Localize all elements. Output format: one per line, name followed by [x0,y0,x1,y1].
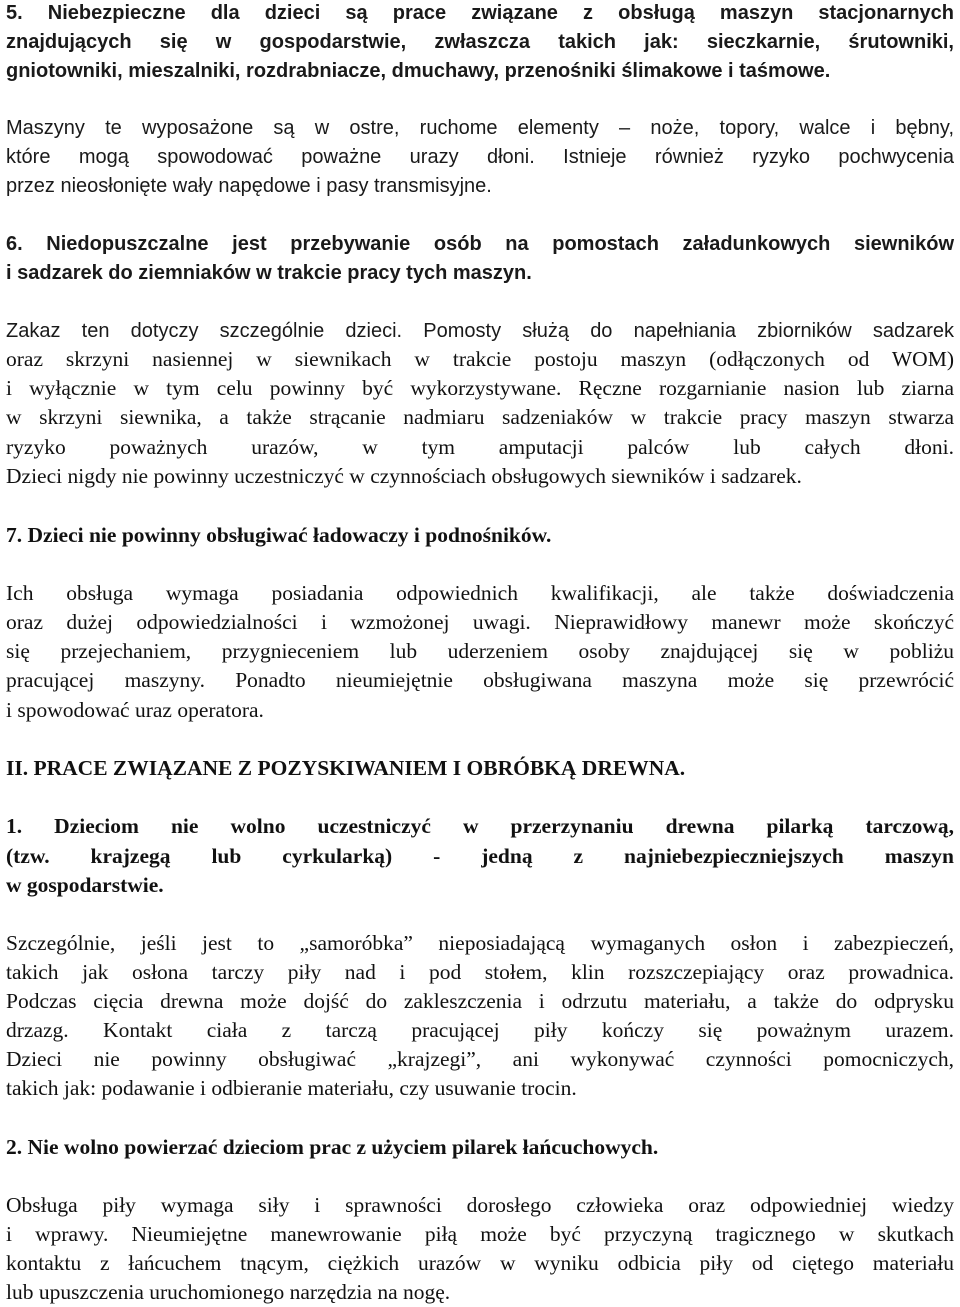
para5-heading-line-1: 5. Niebezpieczne dla dzieci są prace związane z obsługą maszyn stacjonarnych [6,2,954,24]
para7-body-line-1: Ich obsługa wymaga posiadania odpowiednich kwalifikacji, ale także doświadczenia [6,581,954,605]
ii1-body-line-5: Dzieci nie powinny obsługiwać „krajzegi”, ani wykonywać czynności pomocniczych, [6,1047,954,1071]
section-ii-heading: II. PRACE ZWIĄZANE Z POZYSKIWANIEM I OBRÓBKĄ DREWNA. [6,756,686,780]
ii1-body-line-3: Podczas cięcia drewna może dojść do zakleszczenia i odrzutu materiału, a także do odprysku [6,989,954,1013]
ii2-body-line-3: kontaktu z łańcuchem tnącym, ciężkich urazów w wyniku odbicia piły od ciętego materiału [6,1251,954,1275]
para5-heading-line-3: gniotowniki, mieszalniki, rozdrabniacze, dmuchawy, przenośniki ślimakowe i taśmowe. [6,60,831,82]
ii1-body-line-6: takich jak: podawanie i odbieranie materiału, czy usuwanie trocin. [6,1076,577,1100]
para7-body-line-3: się przejechaniem, przygnieceniem lub uderzeniem osoby znajdującej się w pobliżu [6,639,954,663]
ii1-body-line-1: Szczególnie, jeśli jest to „samoróbka” nieposiadającą wymaganych osłon i zabezpieczeń, [6,931,954,955]
ii1-heading-line-2: (tzw. krajzegą lub cyrkularką) - jedną z najniebezpieczniejszych maszyn [6,844,954,868]
para6-body-line-6: Dzieci nigdy nie powinny uczestniczyć w czynnościach obsługowych siewników i sadzarek. [6,464,802,488]
ii1-body-line-4: drzazg. Kontakt ciała z tarczą pracującej piły kończy się poważnym urazem. [6,1018,954,1042]
para6-body-line-3: i wyłącznie w tym celu powinny być wykorzystywane. Ręczne rozgarnianie nasion lub ziarna [6,376,954,400]
para7-heading: 7. Dzieci nie powinny obsługiwać ładowaczy i podnośników. [6,523,552,547]
para7-body-line-4: pracującej maszyny. Ponadto nieumiejętnie obsługiwana maszyna może się przewrócić [6,668,954,692]
ii2-body-line-4: lub upuszczenia uruchomionego narzędzia na nogę. [6,1280,451,1304]
para5-body-line-1: Maszyny te wyposażone są w ostre, ruchome elementy – noże, topory, walce i bębny, [6,117,954,139]
para5-body-line-2: które mogą spowodować poważne urazy dłoni. Istnieje również ryzyko pochwycenia [6,146,954,168]
para5-heading-line-2: znajdujących się w gospodarstwie, zwłaszcza takich jak: sieczkarnie, śrutowniki, [6,31,954,53]
ii1-heading-line-3: w gospodarstwie. [6,873,164,897]
para7-body-line-2: oraz dużej odpowiedzialności i wzmożonej uwagi. Nieprawidłowy manewr może skończyć [6,610,954,634]
para6-body-line-4: w skrzyni siewnika, a także strącanie nadmiaru sadzeniaków w trakcie pracy maszyn stwarza [6,405,954,429]
para7-body-line-5: i spowodować uraz operatora. [6,698,264,722]
ii2-body-line-2: i wprawy. Nieumiejętne manewrowanie piłą może być przyczyną tragicznego w skutkach [6,1222,954,1246]
ii2-heading: 2. Nie wolno powierzać dzieciom prac z użyciem pilarek łańcuchowych. [6,1135,659,1159]
para6-body-line-5: ryzyko poważnych urazów, w tym amputacji palców lub całych dłoni. [6,435,954,459]
para6-heading-line-2: i sadzarek do ziemniaków w trakcie pracy tych maszyn. [6,262,532,284]
para6-body-line-2: oraz skrzyni nasiennej w siewnikach w trakcie postoju maszyn (odłączonych od WOM) [6,347,954,371]
ii2-body-line-1: Obsługa piły wymaga siły i sprawności dorosłego człowieka oraz odpowiedniej wiedzy [6,1193,954,1217]
para6-body-line-1: Zakaz ten dotyczy szczególnie dzieci. Pomosty służą do napełniania zbiorników sadzarek [6,320,954,342]
para6-heading-line-1: 6. Niedopuszczalne jest przebywanie osób na pomostach załadunkowych siewników [6,233,954,255]
ii1-body-line-2: takich jak osłona tarczy piły nad i pod stołem, klin rozszczepiający oraz prowadnica. [6,960,954,984]
ii1-heading-line-1: 1. Dzieciom nie wolno uczestniczyć w przerzynaniu drewna pilarką tarczową, [6,814,954,838]
para5-body-line-3: przez nieosłonięte wały napędowe i pasy transmisyjne. [6,175,492,197]
